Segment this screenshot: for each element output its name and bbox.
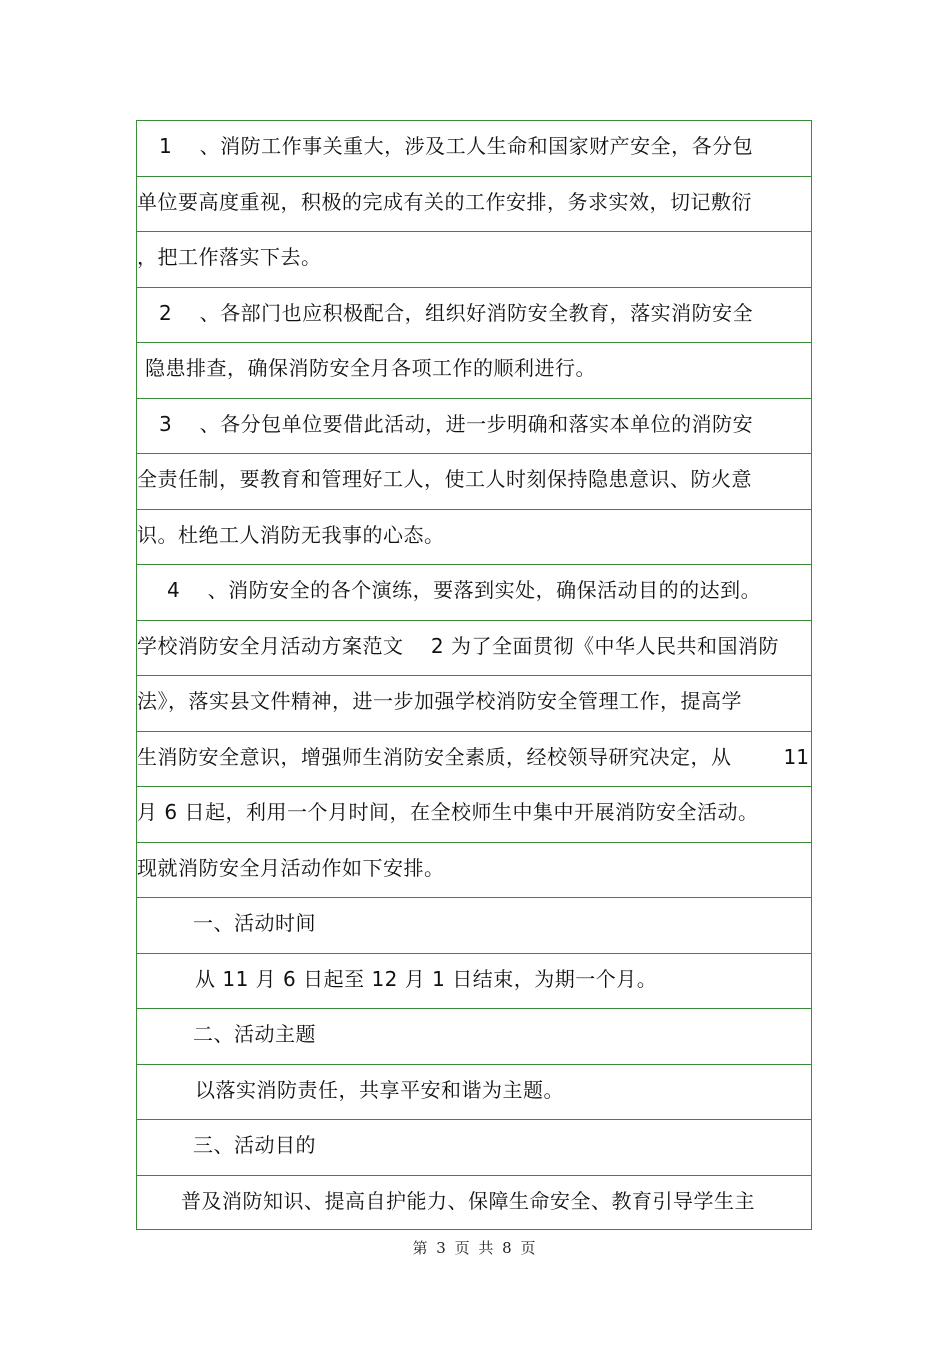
paragraph-line: 识。杜绝工人消防无我事的心态。 bbox=[137, 522, 445, 547]
text-row bbox=[137, 1176, 811, 1232]
text-row bbox=[137, 676, 811, 732]
text-row bbox=[137, 177, 811, 233]
text-row bbox=[137, 121, 811, 177]
document-frame bbox=[136, 120, 812, 1230]
text-row bbox=[137, 1009, 811, 1065]
text-row bbox=[137, 843, 811, 899]
text-row bbox=[137, 1120, 811, 1176]
paragraph-line: 4 、消防安全的各个演练，要落到实处，确保活动目的的达到。 bbox=[167, 578, 762, 602]
text-row bbox=[137, 232, 811, 288]
paragraph-line: 学校消防安全月活动方案范文 2 为了全面贯彻《中华人民共和国消防 bbox=[137, 633, 779, 658]
paragraph-line: 以落实消防责任，共享平安和谐为主题。 bbox=[195, 1077, 564, 1102]
paragraph-line: 现就消防安全月活动作如下安排。 bbox=[137, 855, 445, 880]
paragraph-line: 全责任制，要教育和管理好工人，使工人时刻保持隐患意识、防火意 bbox=[137, 467, 752, 491]
page-number-footer: 第 3 页 共 8 页 bbox=[412, 1239, 538, 1257]
paragraph-line: 普及消防知识、提高自护能力、保障生命安全、教育引导学生主 bbox=[181, 1188, 755, 1213]
paragraph-line: 隐患排查，确保消防安全月各项工作的顺利进行。 bbox=[145, 356, 596, 380]
text-row bbox=[137, 454, 811, 510]
text-row bbox=[137, 1065, 811, 1121]
text-row bbox=[137, 898, 811, 954]
text-row bbox=[137, 288, 811, 344]
text-row bbox=[137, 399, 811, 455]
text-row bbox=[137, 343, 811, 399]
line-trailing-number: 11 bbox=[783, 744, 809, 769]
paragraph-line: 1 、消防工作事关重大，涉及工人生命和国家财产安全，各分包 bbox=[159, 134, 754, 158]
paragraph-line: ，把工作落实下去。 bbox=[137, 245, 322, 269]
paragraph-line: 法》，落实县文件精神，进一步加强学校消防安全管理工作，提高学 bbox=[137, 689, 742, 713]
text-row bbox=[137, 510, 811, 566]
section-heading: 二、活动主题 bbox=[193, 1022, 316, 1046]
paragraph-line: 生消防安全意识，增强师生消防安全素质，经校领导研究决定，从 bbox=[137, 744, 732, 769]
text-row bbox=[137, 787, 811, 843]
paragraph-line: 2 、各部门也应积极配合，组织好消防安全教育，落实消防安全 bbox=[159, 300, 754, 325]
text-row bbox=[137, 621, 811, 677]
paragraph-line: 月 6 日起，利用一个月时间，在全校师生中集中开展消防安全活动。 bbox=[137, 800, 759, 824]
section-heading: 一、活动时间 bbox=[193, 911, 316, 935]
paragraph-line: 3 、各分包单位要借此活动，进一步明确和落实本单位的消防安 bbox=[159, 411, 754, 436]
paragraph-line: 从 11 月 6 日起至 12 月 1 日结束，为期一个月。 bbox=[195, 966, 658, 991]
text-row bbox=[137, 954, 811, 1010]
section-heading: 三、活动目的 bbox=[193, 1133, 316, 1157]
paragraph-line: 单位要高度重视，积极的完成有关的工作安排，务求实效，切记敷衍 bbox=[137, 189, 752, 214]
text-row bbox=[137, 732, 811, 788]
text-row bbox=[137, 565, 811, 621]
